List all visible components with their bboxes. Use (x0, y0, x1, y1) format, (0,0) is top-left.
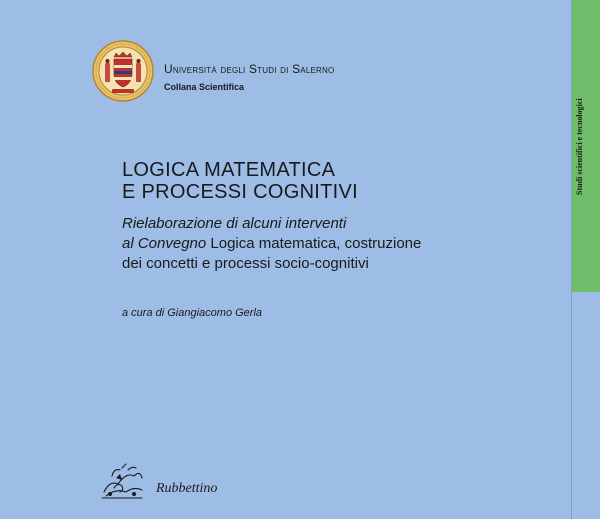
publisher-logo-icon (96, 462, 148, 502)
university-name-text: Università degli Studi di Salerno (164, 62, 335, 76)
title-line-2: E PROCESSI COGNITIVI (122, 181, 359, 203)
subtitle-line-2 (122, 234, 421, 254)
series-label: Studi scientifici e tecnologici (575, 98, 584, 195)
subtitle-line-1: Rielaborazione di alcuni interventi (122, 215, 347, 232)
publisher-name: Rubbettino (156, 481, 218, 496)
book-title (122, 159, 358, 203)
subtitle-line-2-rest: Logica matematica, costruzione (206, 235, 422, 252)
editor-credit: a cura di Giangiacomo Gerla (122, 307, 263, 319)
book-subtitle (122, 214, 421, 274)
university-seal-icon (92, 40, 154, 102)
subtitle-line-2-italic: al Convegno (122, 235, 207, 252)
university-name (164, 62, 334, 76)
collana-label: Collana Scientifica (164, 82, 245, 92)
title-line-1: LOGICA MATEMATICA (122, 159, 336, 181)
subtitle-line-3: dei concetti e processi socio-cognitivi (122, 255, 369, 272)
